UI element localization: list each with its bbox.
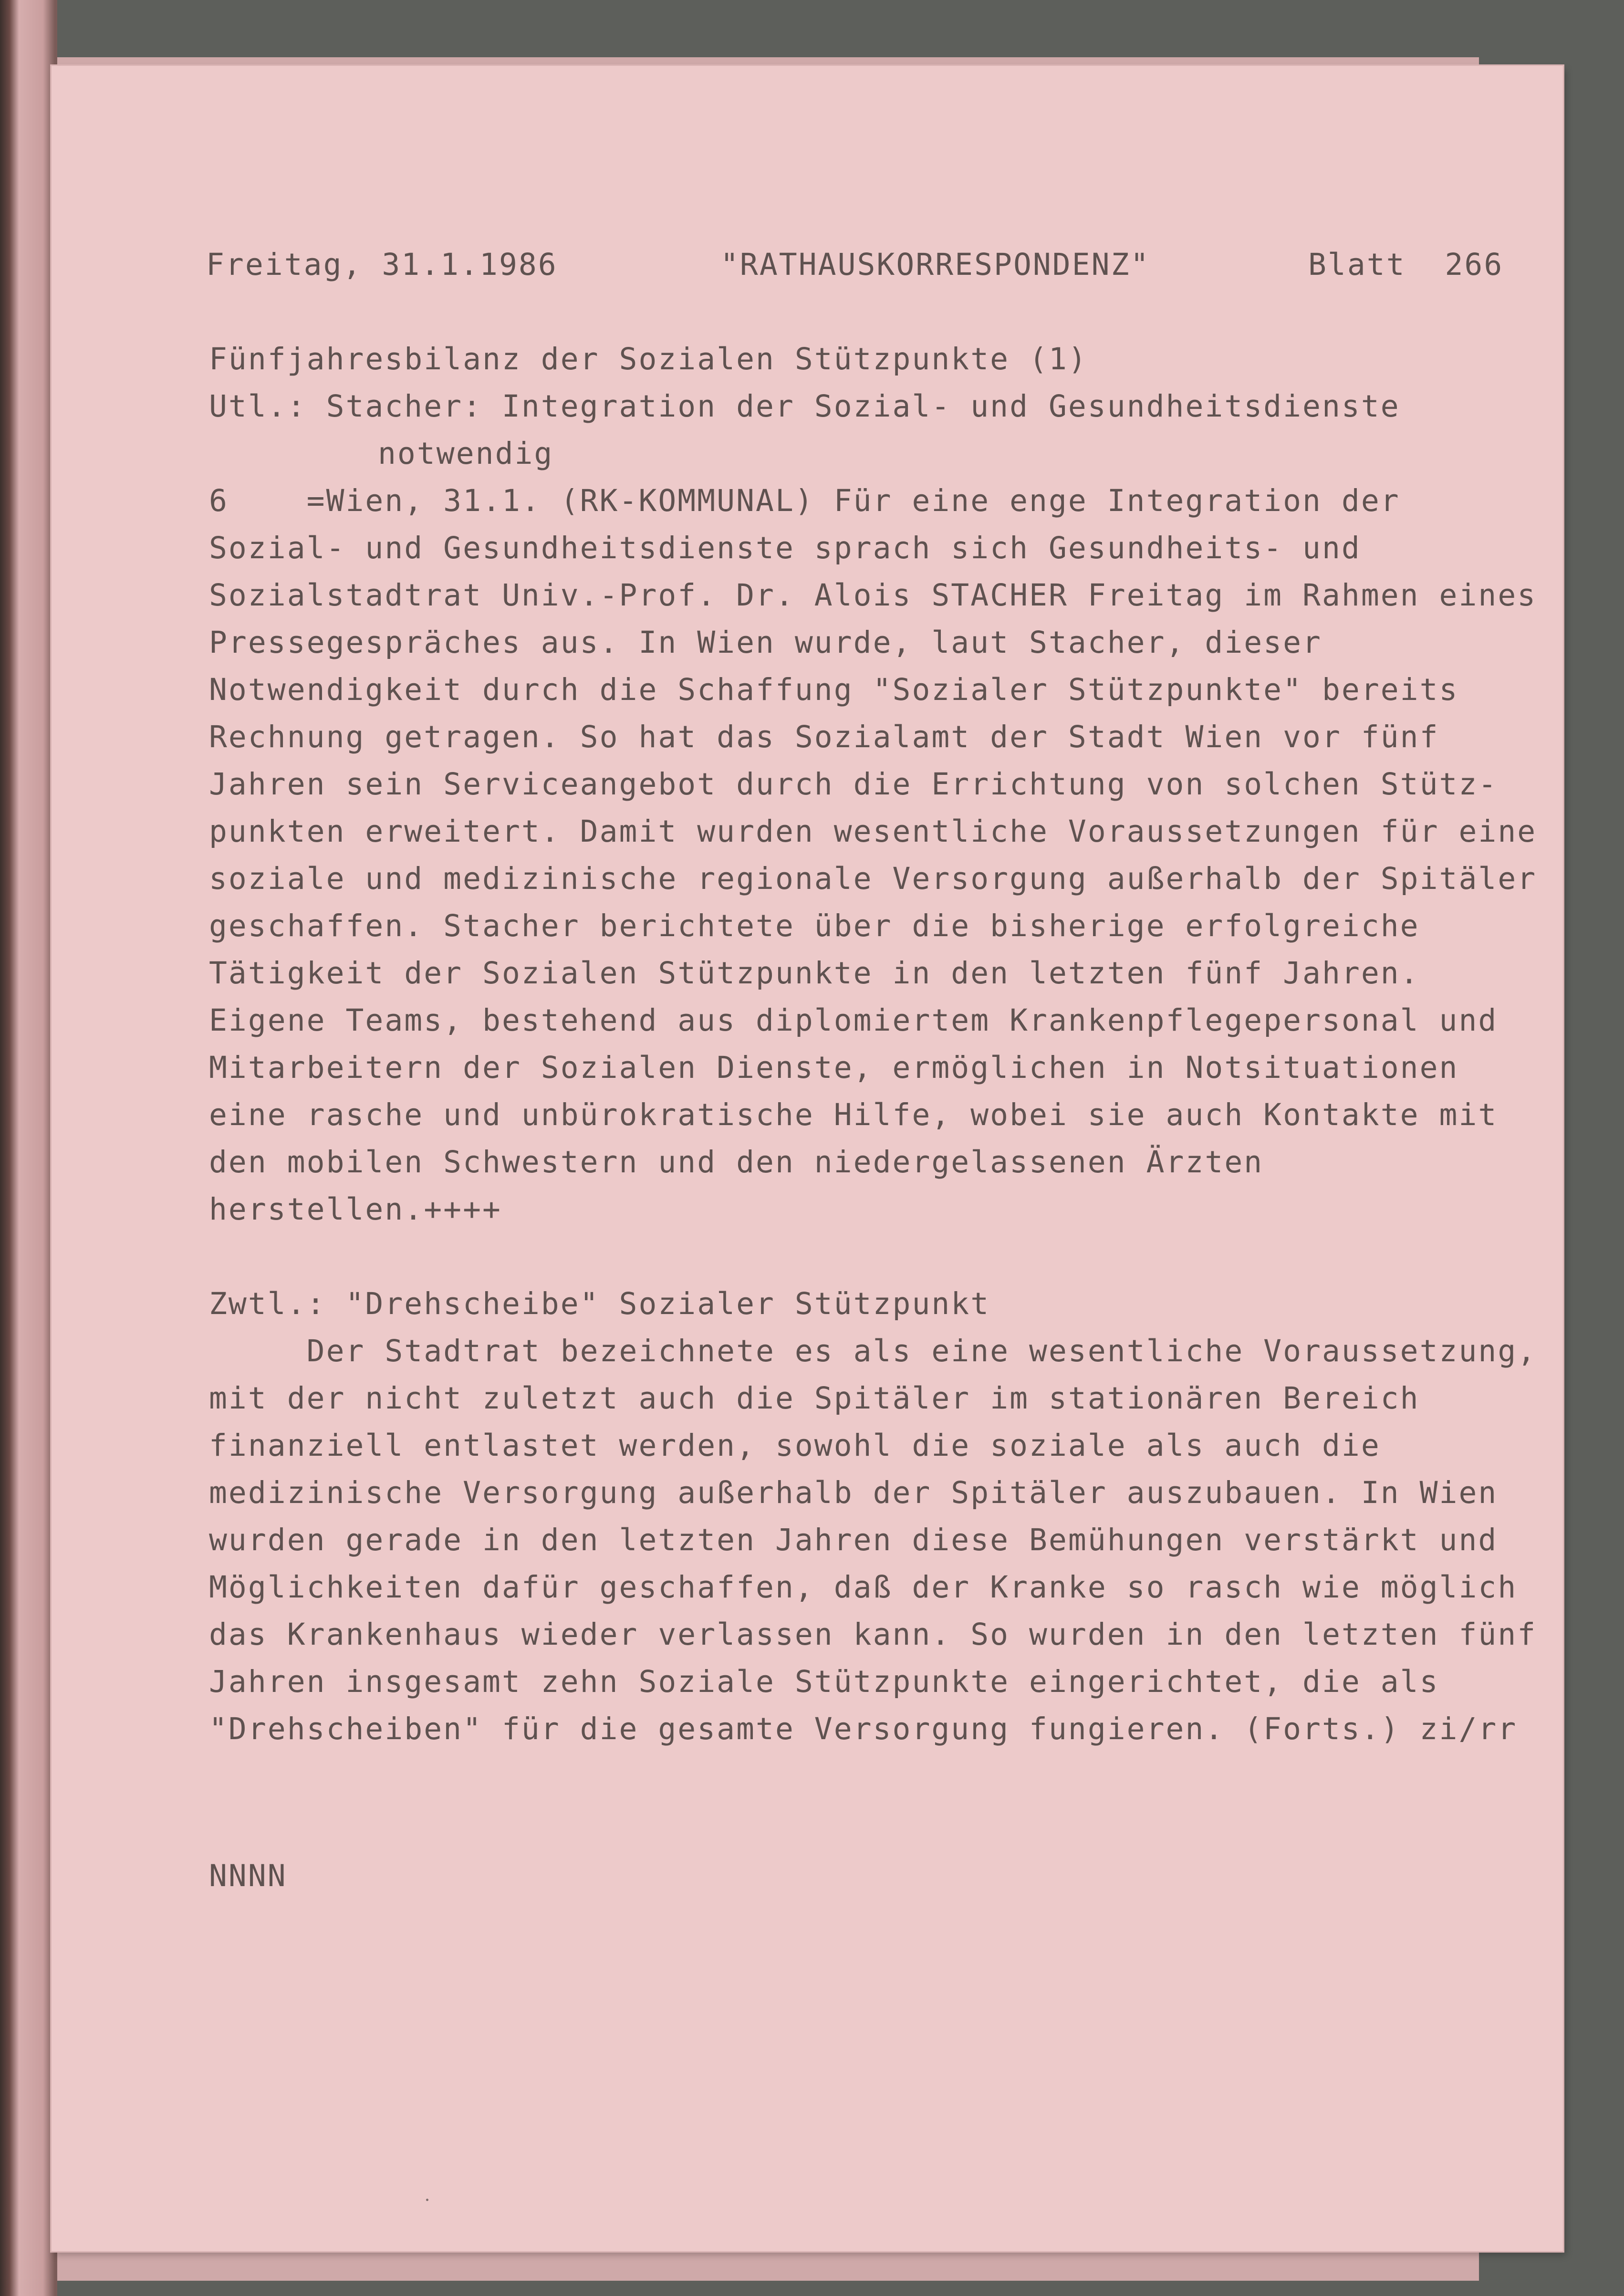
intertitle: Zwtl.: "Drehscheibe" Sozialer Stützpunkt — [209, 1286, 990, 1321]
paragraph1-line: herstellen.++++ — [209, 1192, 502, 1227]
paper-speck — [426, 2199, 428, 2201]
article-subtitle: Utl.: Stacher: Integration der Sozial- und Gesundheitsdienste — [209, 389, 1400, 424]
article-subtitle-continuation: notwendig — [378, 436, 554, 471]
paragraph1-line: Rechnung getragen. So hat das Sozialamt der Stadt Wien vor fünf — [209, 720, 1439, 754]
paragraph1-line: Sozialstadtrat Univ.-Prof. Dr. Alois STACHER Freitag im Rahmen eines — [209, 578, 1537, 613]
paragraph2-line: wurden gerade in den letzten Jahren diese Bemühungen verstärkt und — [209, 1523, 1498, 1557]
paragraph2-line: mit der nicht zuletzt auch die Spitäler im stationären Bereich — [209, 1381, 1420, 1416]
header-date: Freitag, 31.1.1986 — [206, 247, 558, 282]
paragraph1-line: Eigene Teams, bestehend aus diplomiertem Krankenpflegepersonal und — [209, 1003, 1498, 1038]
binding-edge — [0, 0, 57, 2296]
paragraph1-line: Jahren sein Serviceangebot durch die Errichtung von solchen Stütz- — [209, 767, 1498, 802]
paragraph1-line: geschaffen. Stacher berichtete über die bisherige erfolgreiche — [209, 908, 1420, 943]
paragraph2-line: Möglichkeiten dafür geschaffen, daß der Kranke so rasch wie möglich — [209, 1570, 1518, 1605]
header-sheet-number: Blatt 266 — [1308, 247, 1504, 282]
paragraph1-line: Mitarbeitern der Sozialen Dienste, ermöglichen in Notsituationen — [209, 1050, 1459, 1085]
paragraph1-line: eine rasche und unbürokratische Hilfe, wobei sie auch Kontakte mit — [209, 1097, 1498, 1132]
paragraph1-line: den mobilen Schwestern und den niedergelassenen Ärzten — [209, 1145, 1264, 1179]
paragraph2-line: "Drehscheiben" für die gesamte Versorgung fungieren. (Forts.) zi/rr — [209, 1712, 1518, 1746]
paragraph1-line: Pressegespräches aus. In Wien wurde, laut Stacher, dieser — [209, 625, 1322, 660]
header-publication: "RATHAUSKORRESPONDENZ" — [720, 247, 1150, 282]
paragraph2-line: das Krankenhaus wieder verlassen kann. So wurden in den letzten fünf — [209, 1617, 1537, 1652]
paragraph1-line: Notwendigkeit durch die Schaffung "Sozialer Stützpunkte" bereits — [209, 672, 1459, 707]
paragraph2-line: Der Stadtrat bezeichnete es als eine wesentliche Voraussetzung, — [209, 1334, 1537, 1368]
paragraph2-line: finanziell entlastet werden, sowohl die soziale als auch die — [209, 1428, 1381, 1463]
paragraph1-line: Tätigkeit der Sozialen Stützpunkte in den letzten fünf Jahren. — [209, 956, 1420, 991]
paragraph1-line: punkten erweitert. Damit wurden wesentliche Voraussetzungen für eine — [209, 814, 1537, 849]
paragraph2-line: Jahren insgesamt zehn Soziale Stützpunkte eingerichtet, die als — [209, 1664, 1439, 1699]
paragraph2-line: medizinische Versorgung außerhalb der Spitäler auszubauen. In Wien — [209, 1475, 1498, 1510]
paragraph1-line: soziale und medizinische regionale Versorgung außerhalb der Spitäler — [209, 861, 1537, 896]
end-mark: NNNN — [209, 1858, 287, 1893]
paragraph1-line: Sozial- und Gesundheitsdienste sprach sich Gesundheits- und — [209, 531, 1361, 565]
document-page — [52, 66, 1563, 2251]
paragraph1-line: 6 =Wien, 31.1. (RK-KOMMUNAL) Für eine enge Integration der — [209, 483, 1400, 518]
article-title: Fünfjahresbilanz der Sozialen Stützpunkte (1) — [209, 342, 1088, 376]
